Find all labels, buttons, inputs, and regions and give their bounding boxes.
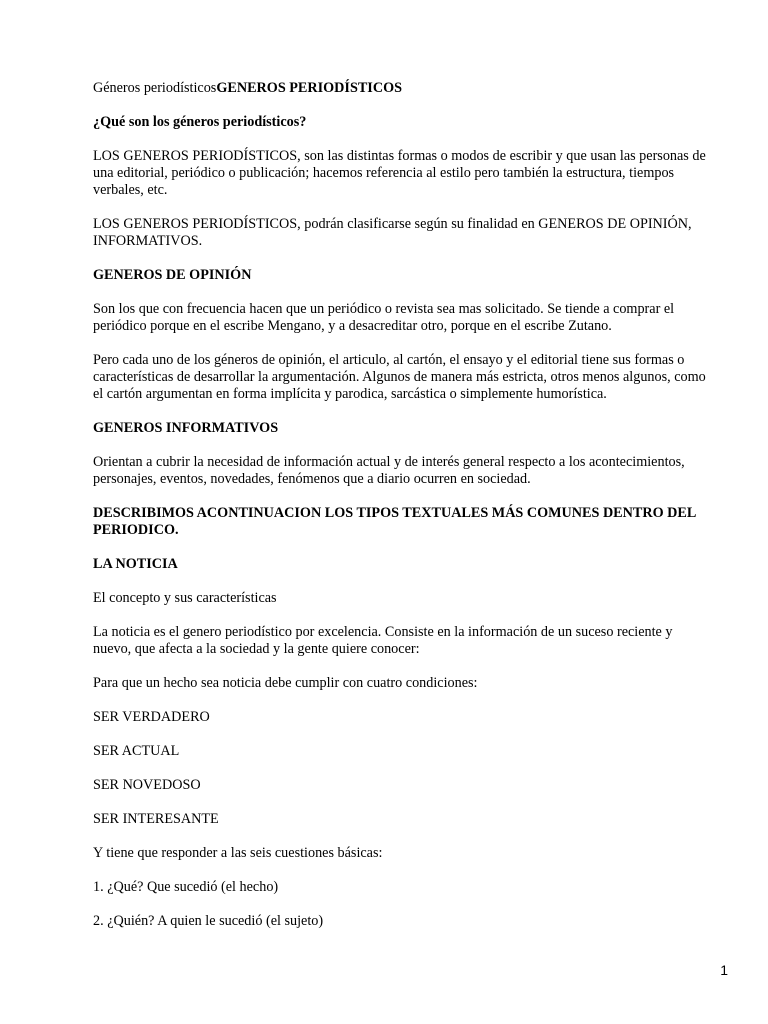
page-number: 1 [720,962,728,978]
paragraph: SER VERDADERO [93,709,210,725]
paragraph: Pero cada uno de los géneros de opinión, el articulo, al cartón, el ensayo y el editorial tiene sus formas o características de desarrollar la argumentación. Algunos de manera más estricta, otros menos algunos, como el cartón argumentan en forma implícita y parodica, sarcástica o simplemente humorística. [93,352,706,402]
document-title [93,80,708,97]
paragraph: La noticia es el genero periodístico por excelencia. Consiste en la información de un suceso reciente y nuevo, que afecta a la sociedad y la gente quiere conocer: [93,624,673,657]
paragraph: SER NOVEDOSO [93,777,201,793]
paragraph: Y tiene que responder a las seis cuestiones básicas: [93,845,383,861]
document-body [93,80,708,947]
paragraph: El concepto y sus características [93,590,277,606]
paragraph: 1. ¿Qué? Que sucedió (el hecho) [93,879,279,895]
paragraph: SER ACTUAL [93,743,180,759]
paragraph: LOS GENEROS PERIODÍSTICOS, podrán clasificarse según su finalidad en GENEROS DE OPINIÓN, INFORMATIVOS. [93,216,692,249]
paragraph: SER INTERESANTE [93,811,219,827]
section-heading: LA NOTICIA [93,556,178,572]
paragraph-list [93,114,708,930]
section-heading: GENEROS INFORMATIVOS [93,420,279,436]
section-heading: DESCRIBIMOS ACONTINUACION LOS TIPOS TEXTUALES MÁS COMUNES DENTRO DEL PERIODICO. [93,505,696,538]
title-bold: GENEROS PERIODÍSTICOS [216,80,402,96]
paragraph: LOS GENEROS PERIODÍSTICOS, son las distintas formas o modos de escribir y que usan las personas de una editorial, periódico o publicación; hacemos referencia al estilo pero también la estructura, tiempos verbales, etc. [93,148,706,198]
title-regular: Géneros periodísticos [93,80,217,96]
section-heading: ¿Qué son los géneros periodísticos? [93,114,307,130]
paragraph: Para que un hecho sea noticia debe cumplir con cuatro condiciones: [93,675,478,691]
section-heading: GENEROS DE OPINIÓN [93,267,252,283]
paragraph: Orientan a cubrir la necesidad de información actual y de interés general respecto a los acontecimientos, personajes, eventos, novedades, fenómenos que a diario ocurren en sociedad. [93,454,685,487]
paragraph: 2. ¿Quién? A quien le sucedió (el sujeto) [93,913,324,929]
paragraph: Son los que con frecuencia hacen que un periódico o revista sea mas solicitado. Se tiende a comprar el periódico porque en el escribe Mengano, y a desacreditar otro, porque en el escribe Zutano. [93,301,675,334]
